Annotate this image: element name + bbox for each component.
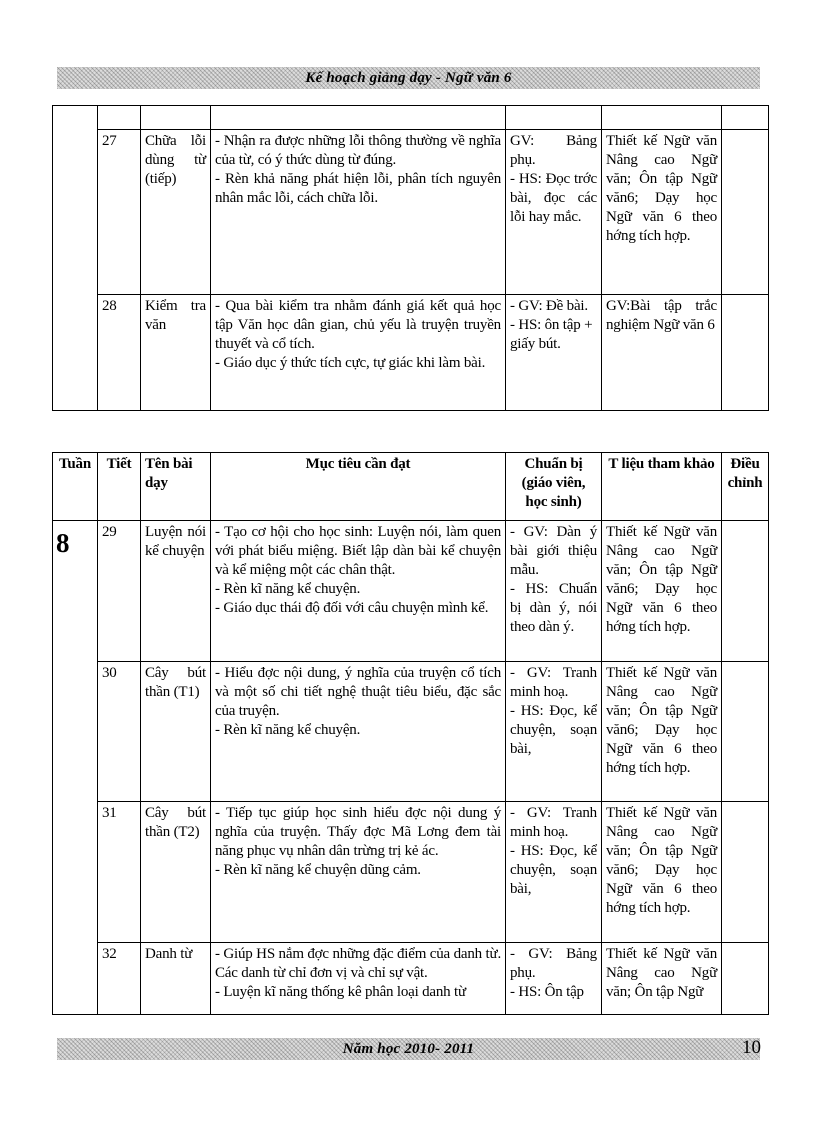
period-cell: 31 bbox=[98, 802, 141, 943]
lesson-plan-table bbox=[52, 452, 769, 1015]
lesson-cell: Luyện nói kể chuyện bbox=[141, 521, 211, 662]
adjust-cell bbox=[722, 802, 769, 943]
lesson-cell: Cây bút thần (T1) bbox=[141, 662, 211, 802]
adjust-cell bbox=[722, 521, 769, 662]
preparation-cell: GV: Bảng phụ. - HS: Đọc trớc bài, đọc các lỗi hay mắc. bbox=[506, 130, 602, 295]
preparation-header: Chuẩn bị (giáo viên, học sinh) bbox=[506, 453, 602, 521]
page-header bbox=[57, 67, 760, 89]
adjust-cell bbox=[722, 943, 769, 1015]
header-row bbox=[53, 453, 769, 521]
period-cell: 28 bbox=[98, 295, 141, 411]
preparation-cell: - GV: Đề bài. - HS: ôn tập + giấy bút. bbox=[506, 295, 602, 411]
lesson-cell: Danh từ bbox=[141, 943, 211, 1015]
references-cell: Thiết kế Ngữ văn Nâng cao Ngữ văn; Ôn tập Ngữ bbox=[602, 943, 722, 1015]
objectives-header: Mục tiêu cần đạt bbox=[211, 453, 506, 521]
references-cell: Thiết kế Ngữ văn Nâng cao Ngữ văn; Ôn tập Ngữ văn6; Dạy học Ngữ văn 6 theo hớng tích hợp. bbox=[602, 130, 722, 295]
table-row bbox=[53, 130, 769, 295]
table-row bbox=[53, 521, 769, 662]
table-row bbox=[53, 802, 769, 943]
table-row bbox=[53, 662, 769, 802]
week-cell bbox=[53, 106, 98, 411]
period-cell: 29 bbox=[98, 521, 141, 662]
page-footer bbox=[57, 1038, 760, 1060]
period-cell: 27 bbox=[98, 130, 141, 295]
references-header: T liệu tham khảo bbox=[602, 453, 722, 521]
header-title: Kế hoạch giảng dạy - Ngữ văn 6 bbox=[305, 70, 512, 86]
week-number: 8 bbox=[53, 521, 98, 1015]
preparation-cell: - GV: Bảng phụ. - HS: Ôn tập bbox=[506, 943, 602, 1015]
adjust-cell bbox=[722, 130, 769, 295]
preparation-cell: - GV: Tranh minh hoạ. - HS: Đọc, kể chuyện, soạn bài, bbox=[506, 802, 602, 943]
lesson-cell: Cây bút thần (T2) bbox=[141, 802, 211, 943]
lesson-cell: Chữa lỗi dùng từ (tiếp) bbox=[141, 130, 211, 295]
objectives-cell: - Qua bài kiểm tra nhằm đánh giá kết quả học tập Văn học dân gian, chủ yếu là truyện truyền thuyết và cổ tích. - Giáo dục ý thức tích cực, tự giác khi làm bài. bbox=[211, 295, 506, 411]
period-cell: 32 bbox=[98, 943, 141, 1015]
objectives-cell: - Nhận ra được những lỗi thông thường về nghĩa của từ, có ý thức dùng từ đúng. - Rèn khả năng phát hiện lỗi, phân tích nguyên nhân mắc lỗi, cách chữa lỗi. bbox=[211, 130, 506, 295]
references-cell: Thiết kế Ngữ văn Nâng cao Ngữ văn; Ôn tập Ngữ văn6; Dạy học Ngữ văn 6 theo hớng tích hợp. bbox=[602, 662, 722, 802]
objectives-cell: - Tiếp tục giúp học sinh hiểu đợc nội dung ý nghĩa của truyện. Thấy đợc Mã Lơng đem tài năng phục vụ nhân dân trừng trị kẻ ác. - Rèn kĩ năng kể chuyện dũng cảm. bbox=[211, 802, 506, 943]
references-cell: Thiết kế Ngữ văn Nâng cao Ngữ văn; Ôn tập Ngữ văn6; Dạy học Ngữ văn 6 theo hớng tích hợp. bbox=[602, 802, 722, 943]
adjust-header: Điều chỉnh bbox=[722, 453, 769, 521]
table-row bbox=[53, 295, 769, 411]
objectives-cell: - Giúp HS nắm đợc những đặc điểm của danh từ. Các danh từ chỉ đơn vị và chỉ sự vật. - Luyện kĩ năng thống kê phân loại danh từ bbox=[211, 943, 506, 1015]
references-cell: GV:Bài tập trắc nghiệm Ngữ văn 6 bbox=[602, 295, 722, 411]
period-cell: 30 bbox=[98, 662, 141, 802]
table-row bbox=[53, 943, 769, 1015]
lesson-header: Tên bài dạy bbox=[141, 453, 211, 521]
objectives-cell: - Tạo cơ hội cho học sinh: Luyện nói, làm quen với phát biểu miệng. Biết lập dàn bài kể chuyện và kể miệng một các chân thật. - Rèn kĩ năng kể chuyện. - Giáo dục thái độ đối với câu chuyện mình kể. bbox=[211, 521, 506, 662]
adjust-cell bbox=[722, 662, 769, 802]
table-row bbox=[53, 106, 769, 130]
references-cell: Thiết kế Ngữ văn Nâng cao Ngữ văn; Ôn tập Ngữ văn6; Dạy học Ngữ văn 6 theo hớng tích hợp. bbox=[602, 521, 722, 662]
preparation-cell: - GV: Tranh minh hoạ. - HS: Đọc, kể chuyện, soạn bài, bbox=[506, 662, 602, 802]
footer-text: Năm học 2010- 2011 bbox=[342, 1041, 475, 1057]
lesson-cell: Kiểm tra văn bbox=[141, 295, 211, 411]
preparation-cell: - GV: Dàn ý bài giới thiệu mẫu. - HS: Chuẩn bị dàn ý, nói theo dàn ý. bbox=[506, 521, 602, 662]
period-header: Tiết bbox=[98, 453, 141, 521]
adjust-cell bbox=[722, 295, 769, 411]
page-number: 10 bbox=[742, 1037, 761, 1058]
week-header: Tuần bbox=[53, 453, 98, 521]
continuation-table bbox=[52, 105, 769, 411]
objectives-cell: - Hiểu đợc nội dung, ý nghĩa của truyện cổ tích và một số chi tiết nghệ thuật tiêu biểu, đặc sắc của truyện. - Rèn kĩ năng kể chuyện. bbox=[211, 662, 506, 802]
